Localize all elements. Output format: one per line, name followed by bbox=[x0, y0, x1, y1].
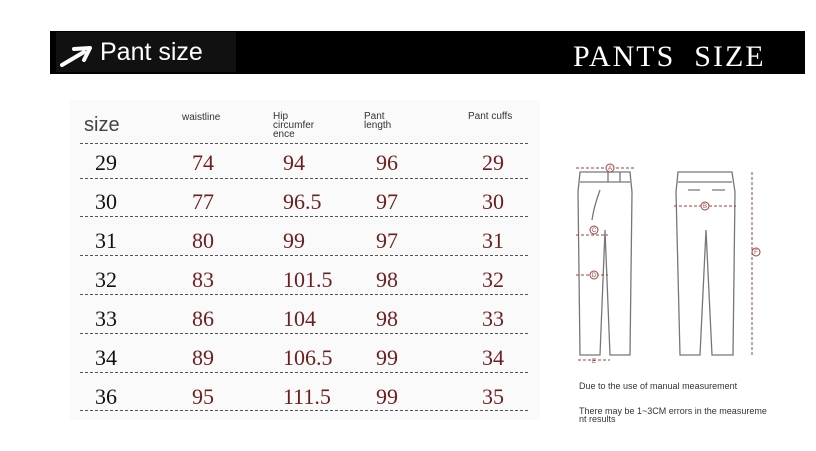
cell-size: 31 bbox=[95, 228, 117, 253]
diagram-label-f: F bbox=[754, 250, 758, 256]
cell-length: 97 bbox=[376, 189, 398, 214]
header-hip-line2: circumfer bbox=[273, 120, 315, 131]
diagram-label-b: B bbox=[702, 204, 708, 210]
cell-cuffs: 30 bbox=[482, 189, 504, 214]
cell-hip: 111.5 bbox=[283, 384, 331, 409]
cell-size: 34 bbox=[95, 345, 117, 370]
cell-cuffs: 32 bbox=[482, 267, 504, 292]
cell-hip: 104 bbox=[283, 306, 316, 331]
header-hip-line1: Hip bbox=[273, 111, 289, 122]
cell-waistline: 89 bbox=[192, 345, 214, 370]
cell-hip: 101.5 bbox=[283, 267, 333, 292]
row-divider bbox=[80, 178, 528, 179]
pants-measurement-diagram-icon bbox=[570, 160, 780, 365]
cell-length: 98 bbox=[376, 306, 398, 331]
cell-length: 99 bbox=[376, 384, 398, 409]
cell-length: 96 bbox=[376, 150, 398, 175]
diagram-label-d: D bbox=[591, 273, 597, 279]
banner-right-title: PANTS SIZE bbox=[573, 40, 766, 73]
header-waistline: waistline bbox=[182, 112, 221, 123]
note-manual-measurement: Due to the use of manual measurement bbox=[579, 381, 738, 391]
row-divider bbox=[80, 143, 528, 144]
header-pant-cuffs: Pant cuffs bbox=[468, 111, 513, 122]
cell-hip: 106.5 bbox=[283, 345, 333, 370]
header-pant-length bbox=[364, 112, 391, 130]
row-divider bbox=[80, 294, 528, 295]
cell-cuffs: 33 bbox=[482, 306, 504, 331]
cell-size: 30 bbox=[95, 189, 117, 214]
header-hip-line3: ence bbox=[273, 129, 295, 140]
cell-size: 32 bbox=[95, 267, 117, 292]
cell-waistline: 74 bbox=[192, 150, 214, 175]
cell-size: 29 bbox=[95, 150, 117, 175]
cell-length: 98 bbox=[376, 267, 398, 292]
cell-length: 99 bbox=[376, 345, 398, 370]
cell-size: 36 bbox=[95, 384, 117, 409]
row-divider bbox=[80, 216, 528, 217]
row-divider bbox=[80, 333, 528, 334]
cell-waistline: 80 bbox=[192, 228, 214, 253]
note-error-line2: nt results bbox=[579, 414, 616, 424]
cell-waistline: 86 bbox=[192, 306, 214, 331]
row-divider bbox=[80, 372, 528, 373]
header-length-line1: Pant bbox=[364, 111, 385, 122]
header-size: size bbox=[84, 114, 120, 136]
note-error-line1: There may be 1~3CM errors in the measureme bbox=[579, 406, 767, 416]
cell-hip: 94 bbox=[283, 150, 305, 175]
diagram-label-a: A bbox=[607, 166, 613, 172]
cell-cuffs: 35 bbox=[482, 384, 504, 409]
cell-waistline: 95 bbox=[192, 384, 214, 409]
cell-size: 33 bbox=[95, 306, 117, 331]
cell-waistline: 83 bbox=[192, 267, 214, 292]
cell-hip: 99 bbox=[283, 228, 305, 253]
cell-cuffs: 31 bbox=[482, 228, 504, 253]
cell-length: 97 bbox=[376, 228, 398, 253]
diagram-label-c: C bbox=[591, 228, 597, 234]
row-divider bbox=[80, 410, 528, 411]
diagram-label-e: E bbox=[591, 359, 597, 365]
header-length-line2: length bbox=[364, 120, 392, 131]
banner-left-title: Pant size bbox=[100, 38, 203, 66]
cell-waistline: 77 bbox=[192, 189, 214, 214]
cell-cuffs: 34 bbox=[482, 345, 504, 370]
cell-hip: 96.5 bbox=[283, 189, 322, 214]
row-divider bbox=[80, 255, 528, 256]
cell-cuffs: 29 bbox=[482, 150, 504, 175]
header-hip bbox=[273, 112, 314, 139]
arrow-icon bbox=[60, 44, 96, 68]
